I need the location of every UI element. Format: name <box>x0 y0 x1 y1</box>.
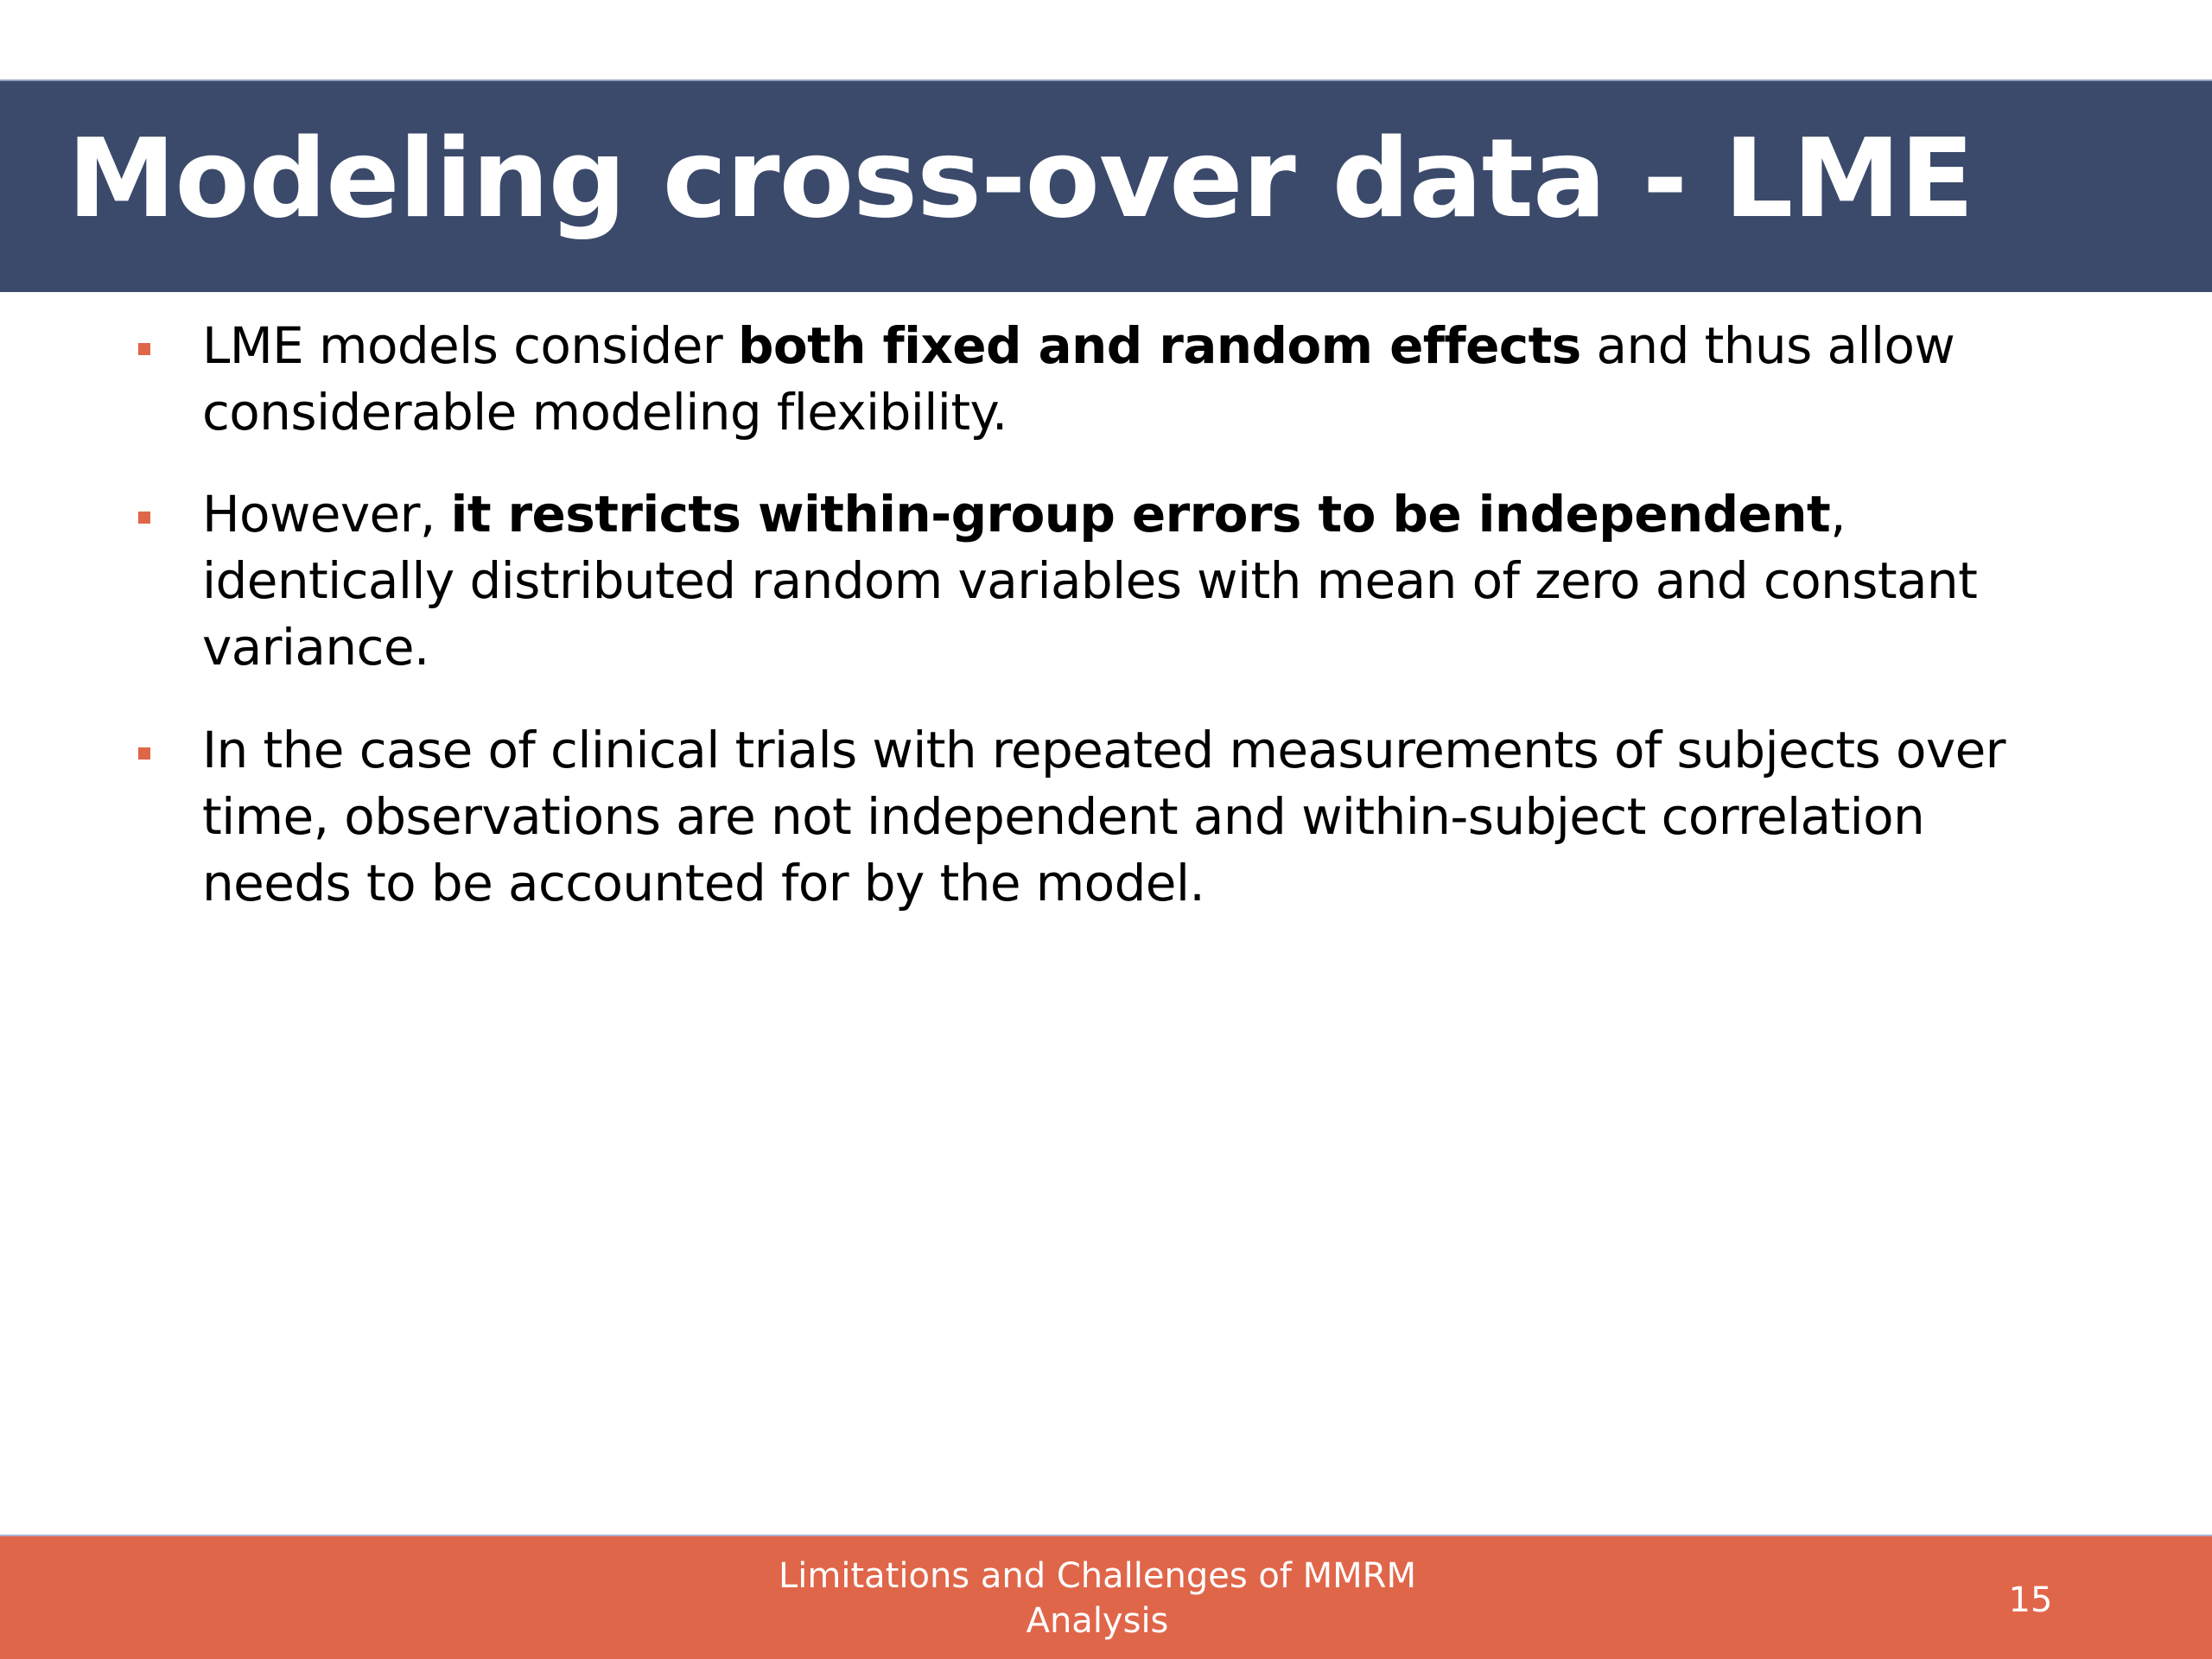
footer-title-line: Analysis <box>1026 1601 1169 1641</box>
square-bullet-icon <box>138 343 150 355</box>
page-number: 15 <box>2008 1580 2053 1620</box>
bullet-text-regular: LME models consider <box>202 316 738 375</box>
bullet-text <box>202 481 2086 681</box>
bullet-text-bold: both fixed and random effects <box>737 316 1581 375</box>
square-bullet-icon <box>138 747 150 760</box>
footer-title-line: Limitations and Challenges of MMRM <box>779 1556 1416 1596</box>
bullet-text-regular: and thus allow considerable modeling flexibility. <box>202 316 1955 442</box>
footer-title <box>760 1554 1434 1643</box>
bullet-text-regular: In the case of clinical trials with repeated measurements of subjects over time, observations are not independent and within-subject correlation needs to be accounted for by the model. <box>202 721 2005 912</box>
title-bar <box>0 79 2212 292</box>
square-bullet-icon <box>138 512 150 524</box>
bullet-text-bold: it restricts within-group errors to be independent <box>450 485 1831 543</box>
bullet-text <box>202 313 2086 446</box>
bullet-text-regular: , identically distributed random variables with mean of zero and constant variance. <box>202 485 1978 677</box>
bullet-text-regular: However, <box>202 485 451 543</box>
footer-bar <box>0 1535 2212 1659</box>
bullet-text <box>202 717 2086 917</box>
slide-title: Modeling cross-over data - LME <box>67 115 1974 242</box>
